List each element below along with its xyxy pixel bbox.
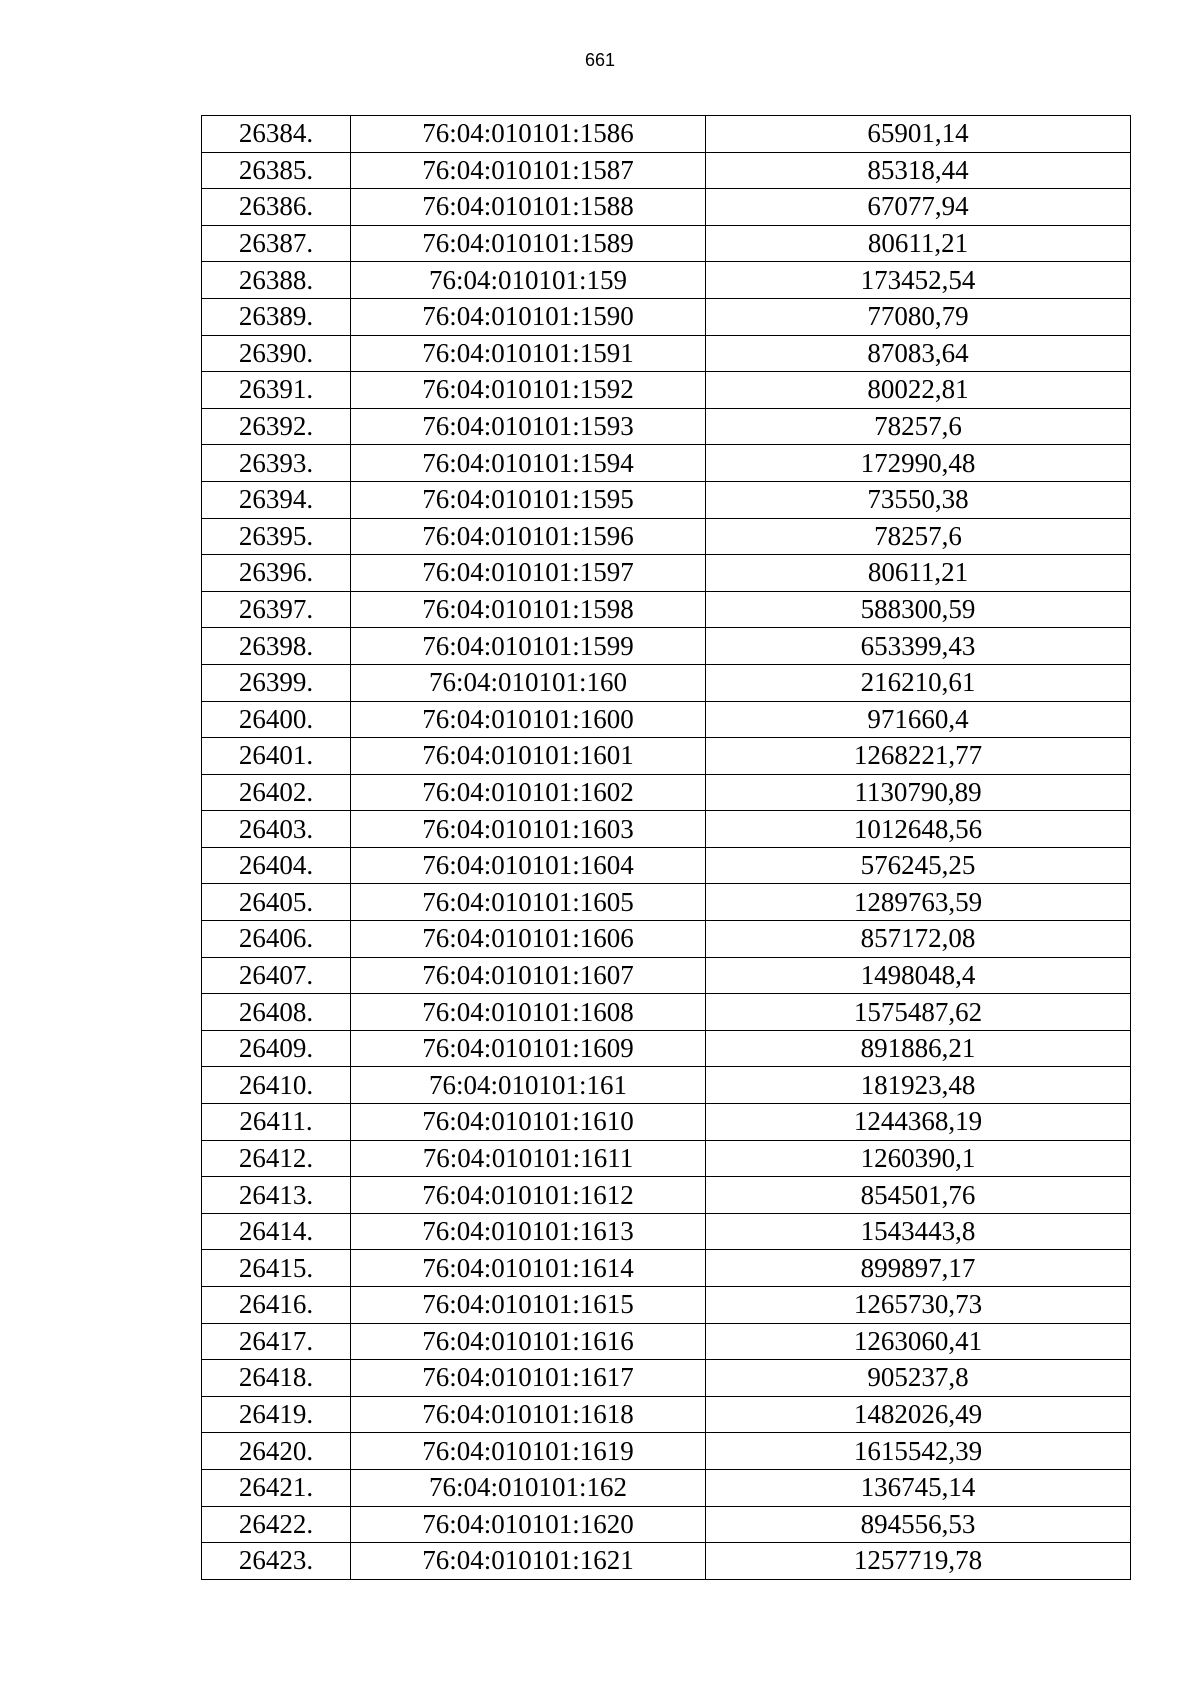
row-number-cell: 26422.	[202, 1506, 351, 1543]
table-row	[202, 1433, 1131, 1470]
row-number-cell: 26402.	[202, 774, 351, 811]
cadastral-value-cell: 173452,54	[706, 262, 1131, 299]
cadastral-number-cell: 76:04:010101:1596	[351, 518, 706, 555]
cadastral-value-cell: 1482026,49	[706, 1396, 1131, 1433]
cadastral-value-cell: 1257719,78	[706, 1543, 1131, 1580]
row-number-cell: 26423.	[202, 1543, 351, 1580]
cadastral-number-cell: 76:04:010101:1619	[351, 1433, 706, 1470]
table-row	[202, 1177, 1131, 1214]
cadastral-number-cell: 76:04:010101:1602	[351, 774, 706, 811]
table-row	[202, 774, 1131, 811]
cadastral-number-cell: 76:04:010101:1621	[351, 1543, 706, 1580]
cadastral-value-cell: 1260390,1	[706, 1140, 1131, 1177]
table-row	[202, 1030, 1131, 1067]
cadastral-number-cell: 76:04:010101:1601	[351, 738, 706, 775]
cadastral-value-cell: 1244368,19	[706, 1104, 1131, 1141]
cadastral-value-cell: 971660,4	[706, 701, 1131, 738]
cadastral-value-cell: 1263060,41	[706, 1323, 1131, 1360]
table-row	[202, 1396, 1131, 1433]
table-row	[202, 884, 1131, 921]
cadastral-value-cell: 216210,61	[706, 664, 1131, 701]
row-number-cell: 26389.	[202, 298, 351, 335]
cadastral-number-cell: 76:04:010101:1595	[351, 481, 706, 518]
cadastral-value-cell: 1012648,56	[706, 811, 1131, 848]
cadastral-number-cell: 76:04:010101:1594	[351, 445, 706, 482]
cadastral-value-cell: 85318,44	[706, 152, 1131, 189]
table-row	[202, 518, 1131, 555]
row-number-cell: 26393.	[202, 445, 351, 482]
table-row	[202, 1469, 1131, 1506]
table-row	[202, 116, 1131, 153]
cadastral-value-cell: 576245,25	[706, 847, 1131, 884]
row-number-cell: 26413.	[202, 1177, 351, 1214]
row-number-cell: 26408.	[202, 994, 351, 1031]
row-number-cell: 26400.	[202, 701, 351, 738]
cadastral-value-cell: 78257,6	[706, 408, 1131, 445]
row-number-cell: 26412.	[202, 1140, 351, 1177]
table-row	[202, 298, 1131, 335]
cadastral-value-cell: 80611,21	[706, 555, 1131, 592]
table-row	[202, 628, 1131, 665]
cadastral-number-cell: 76:04:010101:1606	[351, 921, 706, 958]
cadastral-number-cell: 76:04:010101:1589	[351, 225, 706, 262]
cadastral-number-cell: 76:04:010101:1590	[351, 298, 706, 335]
cadastral-number-cell: 76:04:010101:1612	[351, 1177, 706, 1214]
cadastral-value-cell: 653399,43	[706, 628, 1131, 665]
table-body	[202, 116, 1131, 1580]
cadastral-value-cell: 854501,76	[706, 1177, 1131, 1214]
cadastral-number-cell: 76:04:010101:1608	[351, 994, 706, 1031]
row-number-cell: 26405.	[202, 884, 351, 921]
row-number-cell: 26392.	[202, 408, 351, 445]
cadastral-number-cell: 76:04:010101:1611	[351, 1140, 706, 1177]
table-row	[202, 738, 1131, 775]
cadastral-number-cell: 76:04:010101:1603	[351, 811, 706, 848]
table-row	[202, 1067, 1131, 1104]
table-row	[202, 1543, 1131, 1580]
row-number-cell: 26410.	[202, 1067, 351, 1104]
row-number-cell: 26391.	[202, 372, 351, 409]
row-number-cell: 26406.	[202, 921, 351, 958]
row-number-cell: 26384.	[202, 116, 351, 153]
cadastral-number-cell: 76:04:010101:161	[351, 1067, 706, 1104]
cadastral-value-cell: 136745,14	[706, 1469, 1131, 1506]
cadastral-value-cell: 894556,53	[706, 1506, 1131, 1543]
cadastral-value-cell: 891886,21	[706, 1030, 1131, 1067]
table-row	[202, 664, 1131, 701]
table-row	[202, 152, 1131, 189]
cadastral-value-cell: 1575487,62	[706, 994, 1131, 1031]
row-number-cell: 26399.	[202, 664, 351, 701]
row-number-cell: 26407.	[202, 957, 351, 994]
table-row	[202, 1250, 1131, 1287]
row-number-cell: 26403.	[202, 811, 351, 848]
cadastral-number-cell: 76:04:010101:1598	[351, 591, 706, 628]
cadastral-value-cell: 1268221,77	[706, 738, 1131, 775]
row-number-cell: 26418.	[202, 1360, 351, 1397]
cadastral-number-cell: 76:04:010101:1610	[351, 1104, 706, 1141]
cadastral-number-cell: 76:04:010101:1620	[351, 1506, 706, 1543]
cadastral-value-cell: 899897,17	[706, 1250, 1131, 1287]
cadastral-number-cell: 76:04:010101:1597	[351, 555, 706, 592]
cadastral-value-cell: 181923,48	[706, 1067, 1131, 1104]
cadastral-number-cell: 76:04:010101:1592	[351, 372, 706, 409]
row-number-cell: 26396.	[202, 555, 351, 592]
table-row	[202, 372, 1131, 409]
row-number-cell: 26401.	[202, 738, 351, 775]
row-number-cell: 26411.	[202, 1104, 351, 1141]
cadastral-number-cell: 76:04:010101:1617	[351, 1360, 706, 1397]
cadastral-value-cell: 65901,14	[706, 116, 1131, 153]
cadastral-value-cell: 588300,59	[706, 591, 1131, 628]
table-row	[202, 555, 1131, 592]
table-row	[202, 189, 1131, 226]
cadastral-value-cell: 1289763,59	[706, 884, 1131, 921]
row-number-cell: 26388.	[202, 262, 351, 299]
table-row	[202, 847, 1131, 884]
row-number-cell: 26415.	[202, 1250, 351, 1287]
cadastral-value-cell: 1615542,39	[706, 1433, 1131, 1470]
page-number: 661	[584, 50, 616, 70]
row-number-cell: 26416.	[202, 1287, 351, 1324]
cadastral-value-cell: 67077,94	[706, 189, 1131, 226]
table-row	[202, 957, 1131, 994]
row-number-cell: 26404.	[202, 847, 351, 884]
cadastral-number-cell: 76:04:010101:1586	[351, 116, 706, 153]
table-row	[202, 262, 1131, 299]
cadastral-value-table	[201, 115, 1131, 1580]
cadastral-number-cell: 76:04:010101:1613	[351, 1213, 706, 1250]
cadastral-value-cell: 1130790,89	[706, 774, 1131, 811]
cadastral-number-cell: 76:04:010101:162	[351, 1469, 706, 1506]
table-row	[202, 445, 1131, 482]
table-row	[202, 1360, 1131, 1397]
table-row	[202, 408, 1131, 445]
cadastral-value-cell: 73550,38	[706, 481, 1131, 518]
cadastral-number-cell: 76:04:010101:1618	[351, 1396, 706, 1433]
table-row	[202, 1104, 1131, 1141]
row-number-cell: 26390.	[202, 335, 351, 372]
cadastral-value-cell: 80022,81	[706, 372, 1131, 409]
cadastral-number-cell: 76:04:010101:1607	[351, 957, 706, 994]
cadastral-number-cell: 76:04:010101:1615	[351, 1287, 706, 1324]
row-number-cell: 26398.	[202, 628, 351, 665]
table-row	[202, 1213, 1131, 1250]
cadastral-number-cell: 76:04:010101:1609	[351, 1030, 706, 1067]
cadastral-value-cell: 1265730,73	[706, 1287, 1131, 1324]
row-number-cell: 26420.	[202, 1433, 351, 1470]
table-row	[202, 225, 1131, 262]
cadastral-number-cell: 76:04:010101:1593	[351, 408, 706, 445]
cadastral-value-cell: 87083,64	[706, 335, 1131, 372]
cadastral-value-cell: 172990,48	[706, 445, 1131, 482]
table-row	[202, 335, 1131, 372]
row-number-cell: 26387.	[202, 225, 351, 262]
row-number-cell: 26397.	[202, 591, 351, 628]
row-number-cell: 26419.	[202, 1396, 351, 1433]
row-number-cell: 26395.	[202, 518, 351, 555]
table-row	[202, 994, 1131, 1031]
table-row	[202, 591, 1131, 628]
cadastral-number-cell: 76:04:010101:159	[351, 262, 706, 299]
cadastral-number-cell: 76:04:010101:1599	[351, 628, 706, 665]
cadastral-number-cell: 76:04:010101:1616	[351, 1323, 706, 1360]
cadastral-value-cell: 1543443,8	[706, 1213, 1131, 1250]
row-number-cell: 26394.	[202, 481, 351, 518]
cadastral-number-cell: 76:04:010101:1605	[351, 884, 706, 921]
cadastral-number-cell: 76:04:010101:1600	[351, 701, 706, 738]
table-row	[202, 1140, 1131, 1177]
cadastral-value-cell: 80611,21	[706, 225, 1131, 262]
table-row	[202, 811, 1131, 848]
cadastral-number-cell: 76:04:010101:1587	[351, 152, 706, 189]
cadastral-value-cell: 1498048,4	[706, 957, 1131, 994]
row-number-cell: 26417.	[202, 1323, 351, 1360]
row-number-cell: 26414.	[202, 1213, 351, 1250]
table-row	[202, 481, 1131, 518]
table-row	[202, 1506, 1131, 1543]
row-number-cell: 26409.	[202, 1030, 351, 1067]
cadastral-number-cell: 76:04:010101:160	[351, 664, 706, 701]
cadastral-value-cell: 857172,08	[706, 921, 1131, 958]
cadastral-value-cell: 905237,8	[706, 1360, 1131, 1397]
table-row	[202, 921, 1131, 958]
row-number-cell: 26386.	[202, 189, 351, 226]
table-row	[202, 1287, 1131, 1324]
table-row	[202, 701, 1131, 738]
cadastral-number-cell: 76:04:010101:1591	[351, 335, 706, 372]
cadastral-value-cell: 78257,6	[706, 518, 1131, 555]
cadastral-number-cell: 76:04:010101:1604	[351, 847, 706, 884]
cadastral-value-cell: 77080,79	[706, 298, 1131, 335]
cadastral-number-cell: 76:04:010101:1588	[351, 189, 706, 226]
table-row	[202, 1323, 1131, 1360]
cadastral-number-cell: 76:04:010101:1614	[351, 1250, 706, 1287]
row-number-cell: 26421.	[202, 1469, 351, 1506]
row-number-cell: 26385.	[202, 152, 351, 189]
